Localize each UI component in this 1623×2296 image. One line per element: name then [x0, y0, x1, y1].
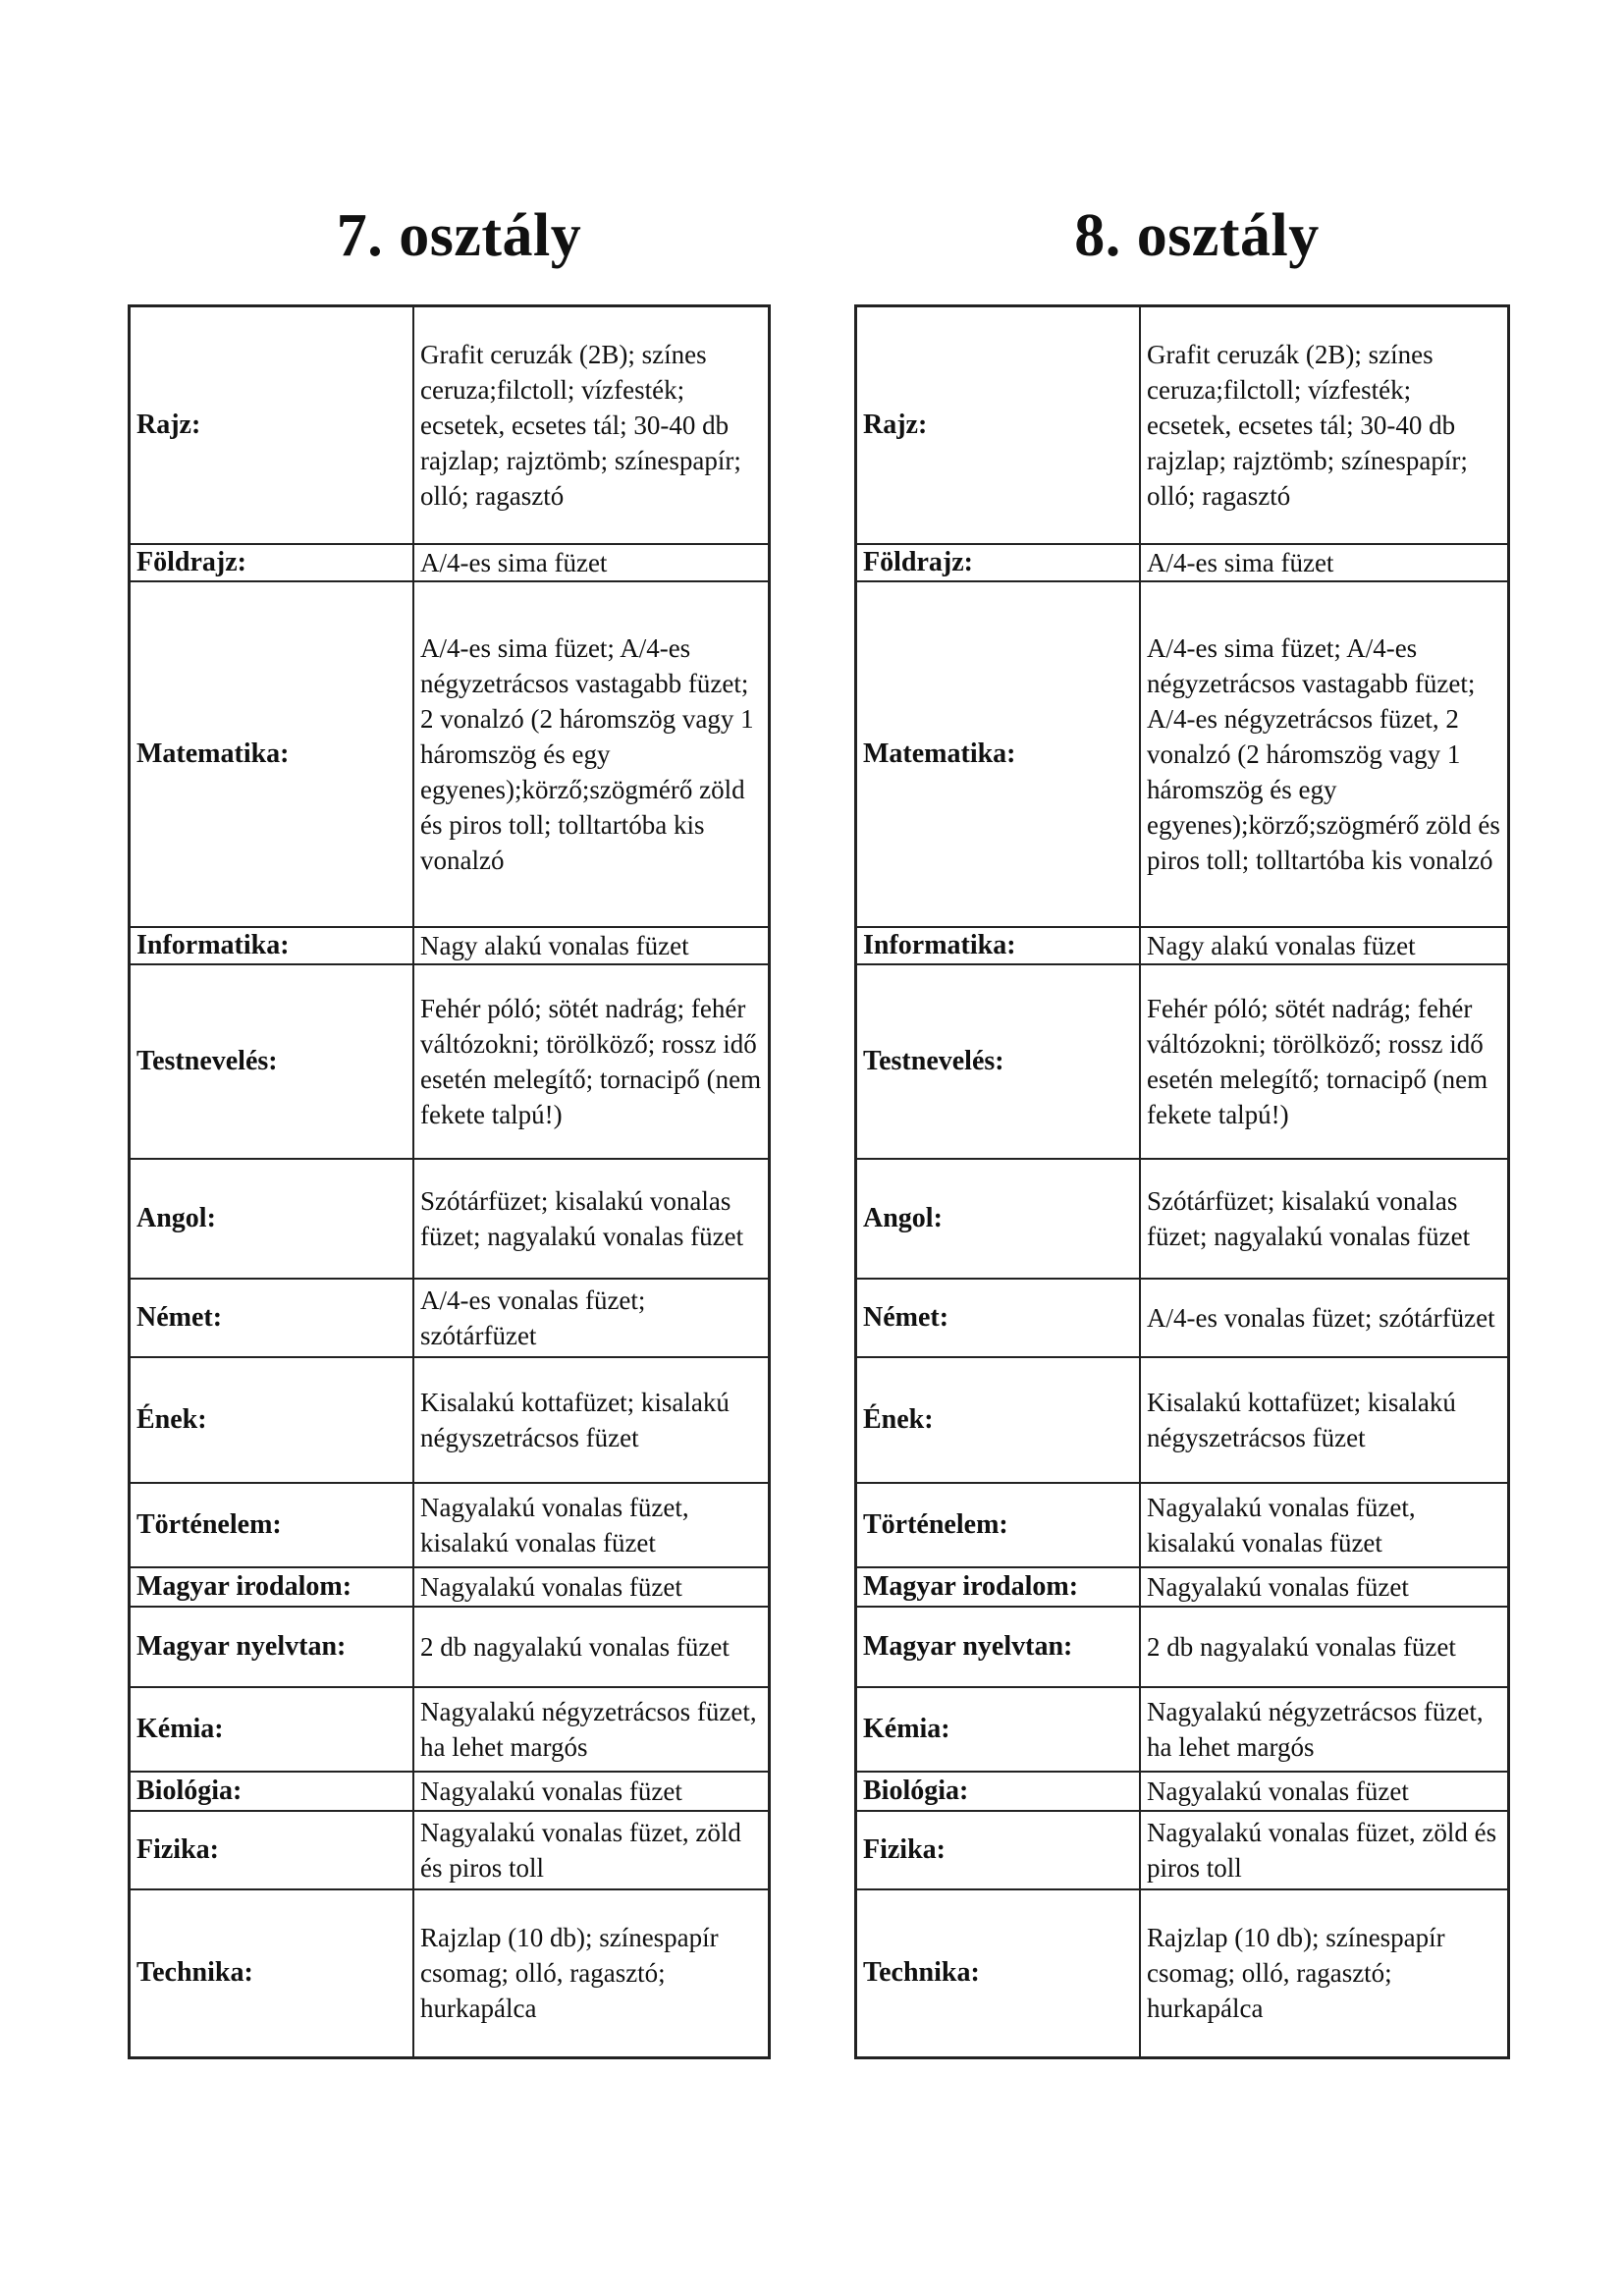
supply-items: Nagyalakú négyzetrácsos füzet, ha lehet margós	[413, 1687, 770, 1772]
table-row	[856, 1567, 1509, 1607]
supply-items: Nagyalakú vonalas füzet	[413, 1772, 770, 1811]
subject-label: Történelem:	[130, 1483, 414, 1567]
subject-label: Kémia:	[856, 1687, 1141, 1772]
subject-label: Magyar irodalom:	[856, 1567, 1141, 1607]
table-row	[130, 1607, 770, 1687]
supply-items: A/4-es sima füzet	[413, 544, 770, 581]
table-row	[130, 1889, 770, 2058]
supply-items: 2 db nagyalakú vonalas füzet	[413, 1607, 770, 1687]
table-row	[856, 1772, 1509, 1811]
supply-items: Fehér póló; sötét nadrág; fehér váltózokni; törölköző; rossz idő esetén melegítő; tornacipő (nem fekete talpú!)	[1140, 964, 1509, 1159]
table-row	[130, 1687, 770, 1772]
table-row	[856, 964, 1509, 1159]
supply-items: Grafit ceruzák (2B); színes ceruza;filctoll; vízfesték; ecsetek, ecsetes tál; 30-40 db rajzlap; rajztömb; színespapír; olló; ragasztó	[413, 306, 770, 544]
subject-label: Német:	[130, 1279, 414, 1357]
supply-items: Rajzlap (10 db); színespapír csomag; olló, ragasztó; hurkapálca	[413, 1889, 770, 2058]
subject-label: Ének:	[856, 1357, 1141, 1483]
supply-items: Nagyalakú vonalas füzet	[1140, 1772, 1509, 1811]
table-row	[856, 1357, 1509, 1483]
subject-label: Német:	[856, 1279, 1141, 1357]
table-row	[130, 544, 770, 581]
supply-items: Nagyalakú vonalas füzet, zöld és piros toll	[413, 1811, 770, 1889]
supply-items: Nagyalakú vonalas füzet	[1140, 1567, 1509, 1607]
table-row	[130, 1357, 770, 1483]
supply-items: Grafit ceruzák (2B); színes ceruza;filctoll; vízfesték; ecsetek, ecsetes tál; 30-40 db rajzlap; rajztömb; színespapír; olló; ragasztó	[1140, 306, 1509, 544]
supply-items: Nagyalakú vonalas füzet, zöld és piros toll	[1140, 1811, 1509, 1889]
subject-label: Rajz:	[856, 306, 1141, 544]
supply-items: Rajzlap (10 db); színespapír csomag; olló, ragasztó; hurkapálca	[1140, 1889, 1509, 2058]
subject-label: Kémia:	[130, 1687, 414, 1772]
supply-items: A/4-es sima füzet; A/4-es négyzetrácsos vastagabb füzet; A/4-es négyzetrácsos füzet, 2 vonalzó (2 háromszög vagy 1 háromszög és egy egyenes);körző;szögmérő zöld és piros toll; tolltartóba kis vonalzó	[1140, 581, 1509, 927]
subject-label: Technika:	[130, 1889, 414, 2058]
supply-items: A/4-es sima füzet; A/4-es négyzetrácsos vastagabb füzet; 2 vonalzó (2 háromszög vagy 1 háromszög és egy egyenes);körző;szögmérő zöld és piros toll; tolltartóba kis vonalzó	[413, 581, 770, 927]
table-row	[130, 306, 770, 544]
table-row	[130, 581, 770, 927]
supply-items: Nagyalakú vonalas füzet, kisalakú vonalas füzet	[413, 1483, 770, 1567]
supply-items: Nagy alakú vonalas füzet	[1140, 927, 1509, 964]
table-row	[130, 1772, 770, 1811]
subject-label: Testnevelés:	[130, 964, 414, 1159]
supply-items: Nagyalakú négyzetrácsos füzet, ha lehet margós	[1140, 1687, 1509, 1772]
table-row	[856, 581, 1509, 927]
grade-7-heading: 7. osztály	[336, 202, 582, 269]
subject-label: Rajz:	[130, 306, 414, 544]
subject-label: Magyar nyelvtan:	[856, 1607, 1141, 1687]
table-row	[856, 1279, 1509, 1357]
subject-label: Informatika:	[130, 927, 414, 964]
grade-7-supply-table	[128, 304, 771, 2059]
subject-label: Fizika:	[856, 1811, 1141, 1889]
table-row	[856, 1889, 1509, 2058]
subject-label: Matematika:	[130, 581, 414, 927]
subject-label: Földrajz:	[856, 544, 1141, 581]
subject-label: Földrajz:	[130, 544, 414, 581]
subject-label: Biológia:	[856, 1772, 1141, 1811]
table-row	[856, 1811, 1509, 1889]
subject-label: Technika:	[856, 1889, 1141, 2058]
supply-items: Nagyalakú vonalas füzet, kisalakú vonalas füzet	[1140, 1483, 1509, 1567]
table-row	[130, 927, 770, 964]
table-row	[856, 306, 1509, 544]
subject-label: Matematika:	[856, 581, 1141, 927]
supply-items: Kisalakú kottafüzet; kisalakú négyszetrácsos füzet	[413, 1357, 770, 1483]
table-row	[130, 964, 770, 1159]
subject-label: Ének:	[130, 1357, 414, 1483]
supply-items: Szótárfüzet; kisalakú vonalas füzet; nagyalakú vonalas füzet	[413, 1159, 770, 1279]
subject-label: Informatika:	[856, 927, 1141, 964]
supply-items: A/4-es vonalas füzet; szótárfüzet	[413, 1279, 770, 1357]
supply-items: A/4-es vonalas füzet; szótárfüzet	[1140, 1279, 1509, 1357]
table-row	[856, 1159, 1509, 1279]
subject-label: Testnevelés:	[856, 964, 1141, 1159]
supply-items: Nagyalakú vonalas füzet	[413, 1567, 770, 1607]
table-row	[856, 1607, 1509, 1687]
table-row	[856, 544, 1509, 581]
grade-8-supply-table	[854, 304, 1510, 2059]
supply-items: Nagy alakú vonalas füzet	[413, 927, 770, 964]
table-row	[130, 1567, 770, 1607]
table-row	[856, 1687, 1509, 1772]
table-row	[856, 927, 1509, 964]
subject-label: Magyar nyelvtan:	[130, 1607, 414, 1687]
table-row	[130, 1483, 770, 1567]
supply-items: Fehér póló; sötét nadrág; fehér váltózokni; törölköző; rossz idő esetén melegítő; tornacipő (nem fekete talpú!)	[413, 964, 770, 1159]
supply-items: Kisalakú kottafüzet; kisalakú négyszetrácsos füzet	[1140, 1357, 1509, 1483]
subject-label: Magyar irodalom:	[130, 1567, 414, 1607]
supply-items: 2 db nagyalakú vonalas füzet	[1140, 1607, 1509, 1687]
subject-label: Fizika:	[130, 1811, 414, 1889]
subject-label: Biológia:	[130, 1772, 414, 1811]
subject-label: Történelem:	[856, 1483, 1141, 1567]
subject-label: Angol:	[856, 1159, 1141, 1279]
grade-8-heading: 8. osztály	[1074, 202, 1320, 269]
table-row	[130, 1159, 770, 1279]
table-row	[856, 1483, 1509, 1567]
table-row	[130, 1811, 770, 1889]
supply-items: A/4-es sima füzet	[1140, 544, 1509, 581]
supply-items: Szótárfüzet; kisalakú vonalas füzet; nagyalakú vonalas füzet	[1140, 1159, 1509, 1279]
table-row	[130, 1279, 770, 1357]
subject-label: Angol:	[130, 1159, 414, 1279]
